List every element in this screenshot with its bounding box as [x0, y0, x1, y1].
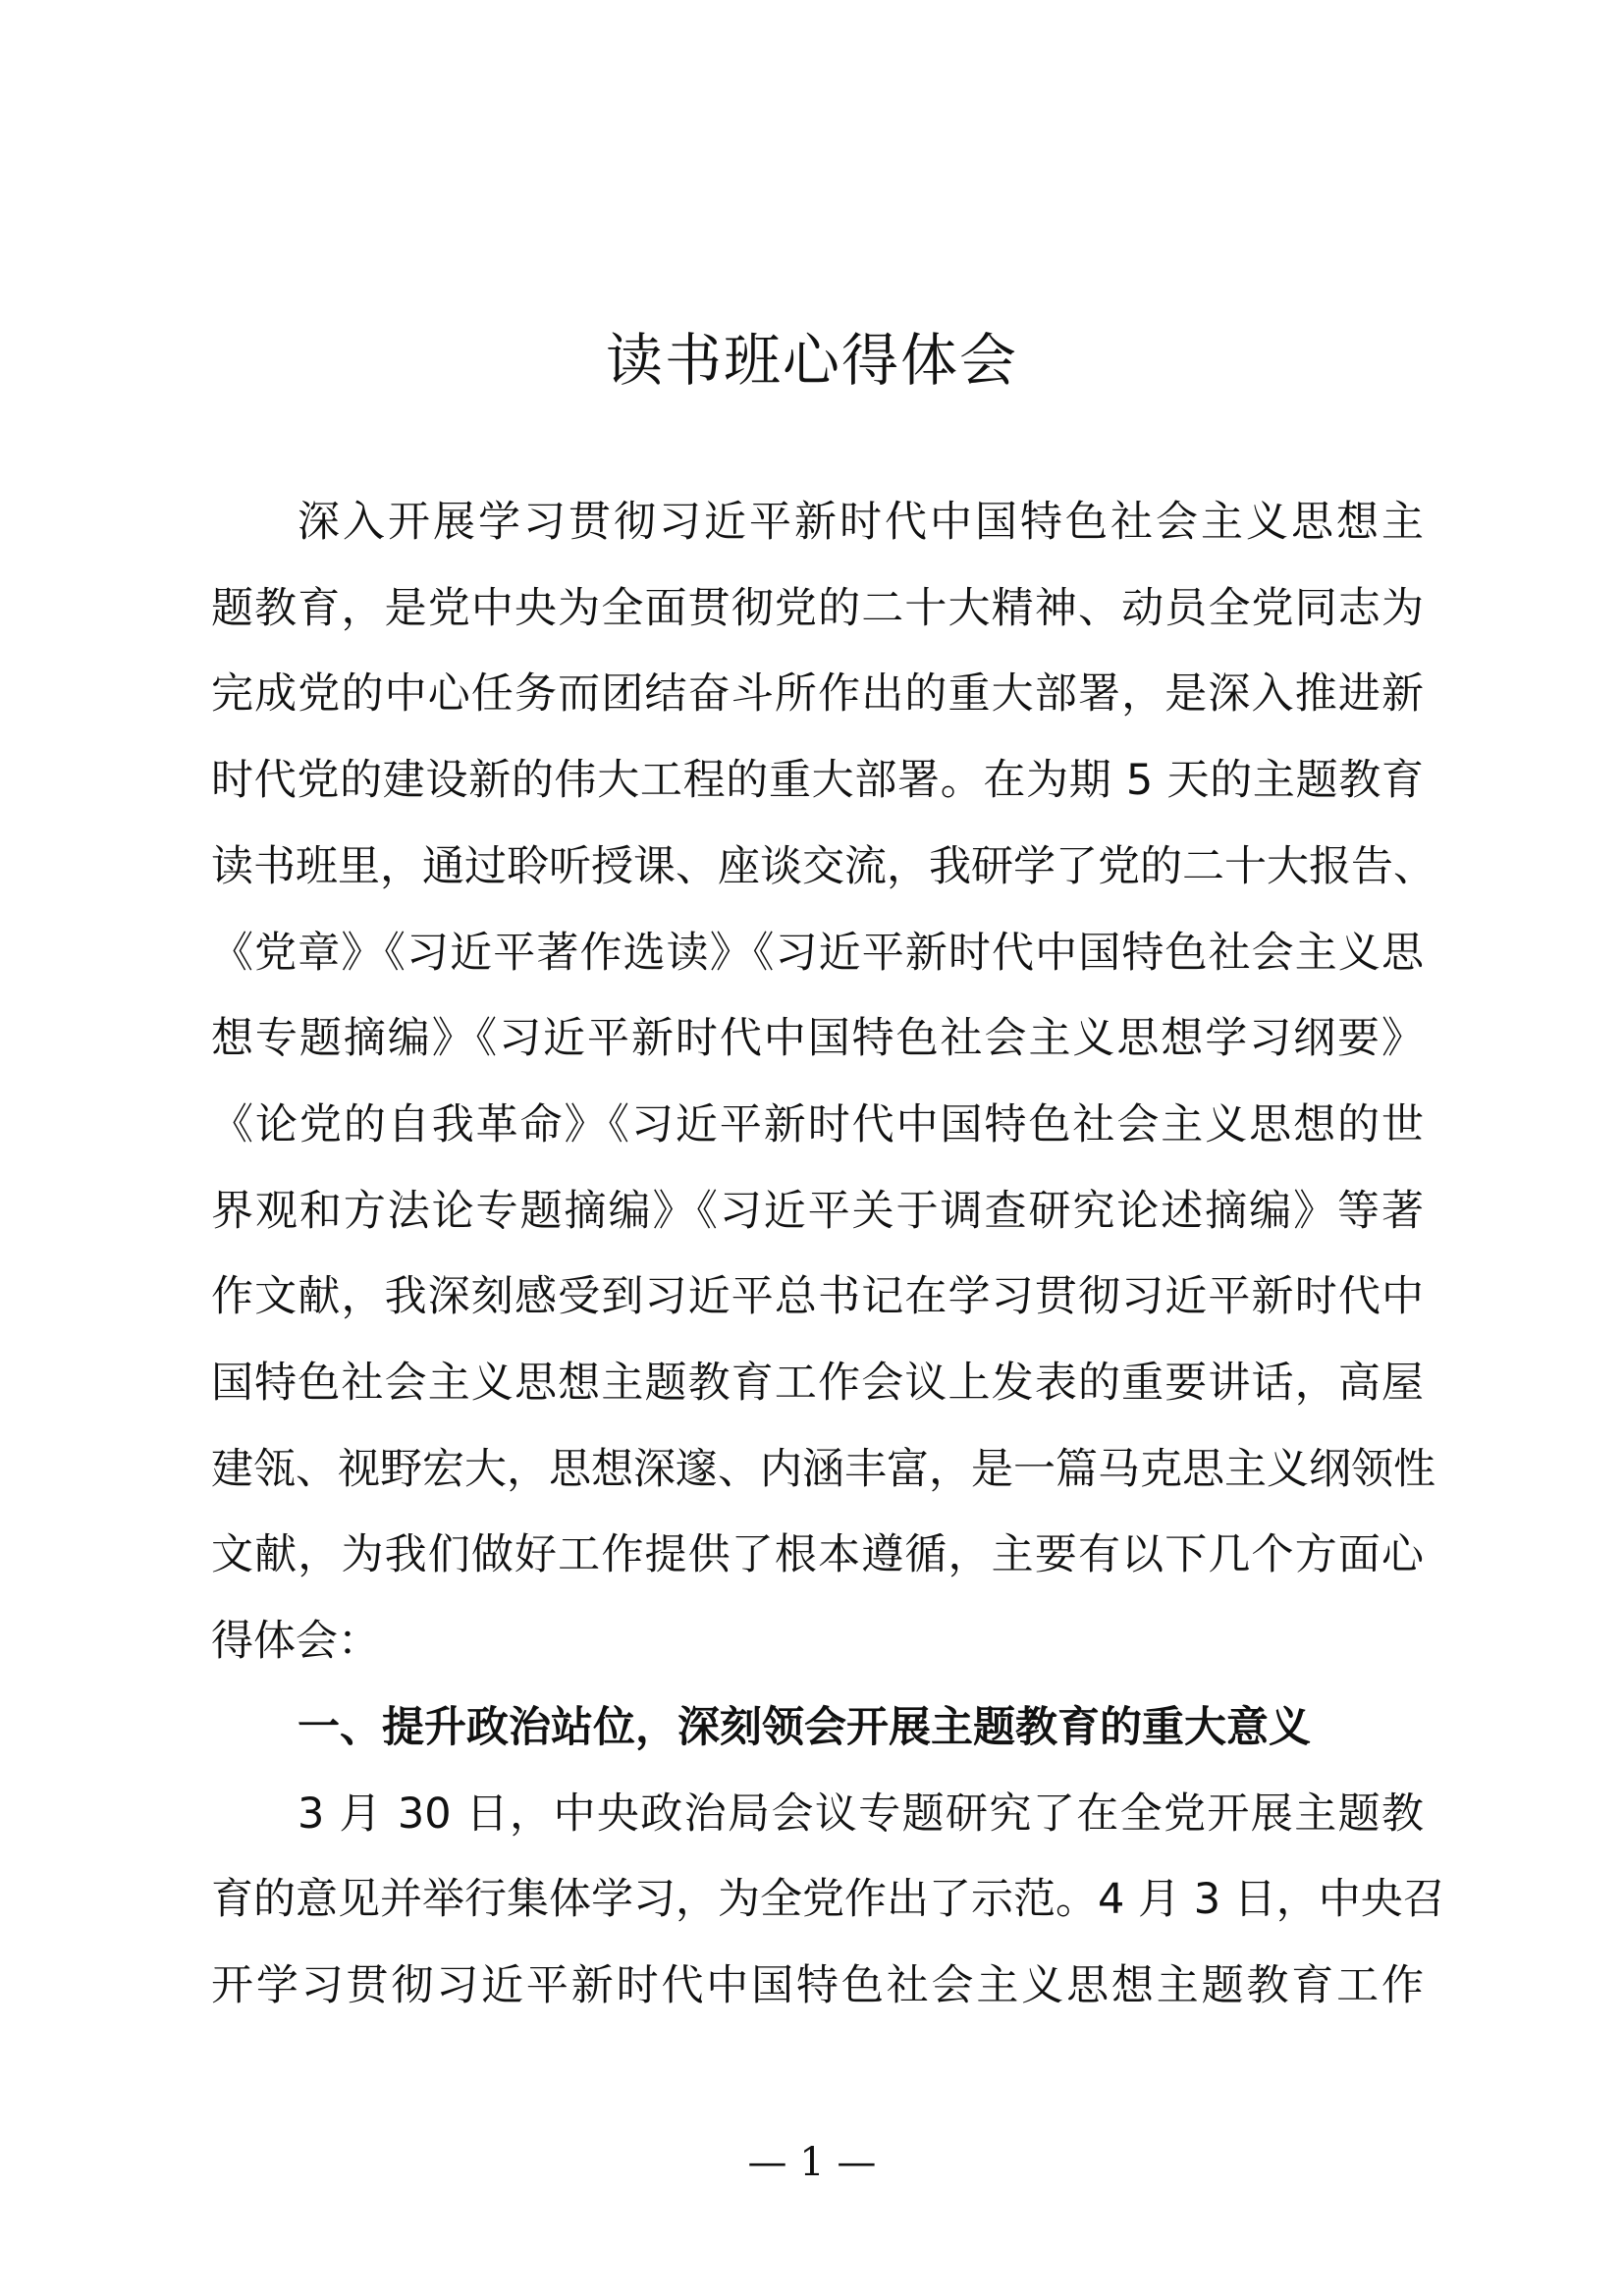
paragraph-line: 得体会：: [211, 1617, 380, 1667]
paragraph-line: 时代党的建设新的伟大工程的重大部署。在为期 5 天的主题教育: [211, 756, 1424, 806]
paragraph-line: 国特色社会主义思想主题教育工作会议上发表的重要讲话，高屋: [211, 1359, 1424, 1408]
paragraph-line: 读书班里，通过聆听授课、座谈交流，我研学了党的二十大报告、: [211, 841, 1435, 891]
paragraph-line: 想专题摘编》《习近平新时代中国特色社会主义思想学习纲要》: [211, 1014, 1424, 1064]
document-title: 读书班心得体会: [605, 327, 1018, 394]
paragraph-line: 3 月 30 日，中央政治局会议专题研究了在全党开展主题教: [298, 1789, 1424, 1839]
section-heading: 一、提升政治站位，深刻领会开展主题教育的重大意义: [298, 1702, 1311, 1752]
paragraph-line: 《论党的自我革命》《习近平新时代中国特色社会主义思想的世: [211, 1099, 1424, 1149]
paragraph-line: 开学习贯彻习近平新时代中国特色社会主义思想主题教育工作: [211, 1960, 1424, 2010]
paragraph-line: 作文献，我深刻感受到习近平总书记在学习贯彻习近平新时代中: [211, 1272, 1424, 1322]
paragraph-line: 题教育，是党中央为全面贯彻党的二十大精神、动员全党同志为: [211, 583, 1424, 633]
paragraph-line: 育的意见并举行集体学习，为全党作出了示范。4 月 3 日，中央召: [211, 1875, 1445, 1925]
page-number: — 1 —: [747, 2140, 877, 2185]
paragraph-line: 《党章》《习近平著作选读》《习近平新时代中国特色社会主义思: [211, 928, 1424, 978]
paragraph-line: 完成党的中心任务而团结奋斗所作出的重大部署，是深入推进新: [211, 669, 1424, 720]
paragraph-line: 建瓴、视野宏大，思想深邃、内涵丰富，是一篇马克思主义纲领性: [211, 1444, 1435, 1494]
paragraph-line: 深入开展学习贯彻习近平新时代中国特色社会主义思想主: [298, 498, 1424, 547]
paragraph-line: 文献，为我们做好工作提供了根本遵循，主要有以下几个方面心: [211, 1530, 1424, 1580]
paragraph-line: 界观和方法论专题摘编》《习近平关于调查研究论述摘编》等著: [211, 1186, 1424, 1236]
